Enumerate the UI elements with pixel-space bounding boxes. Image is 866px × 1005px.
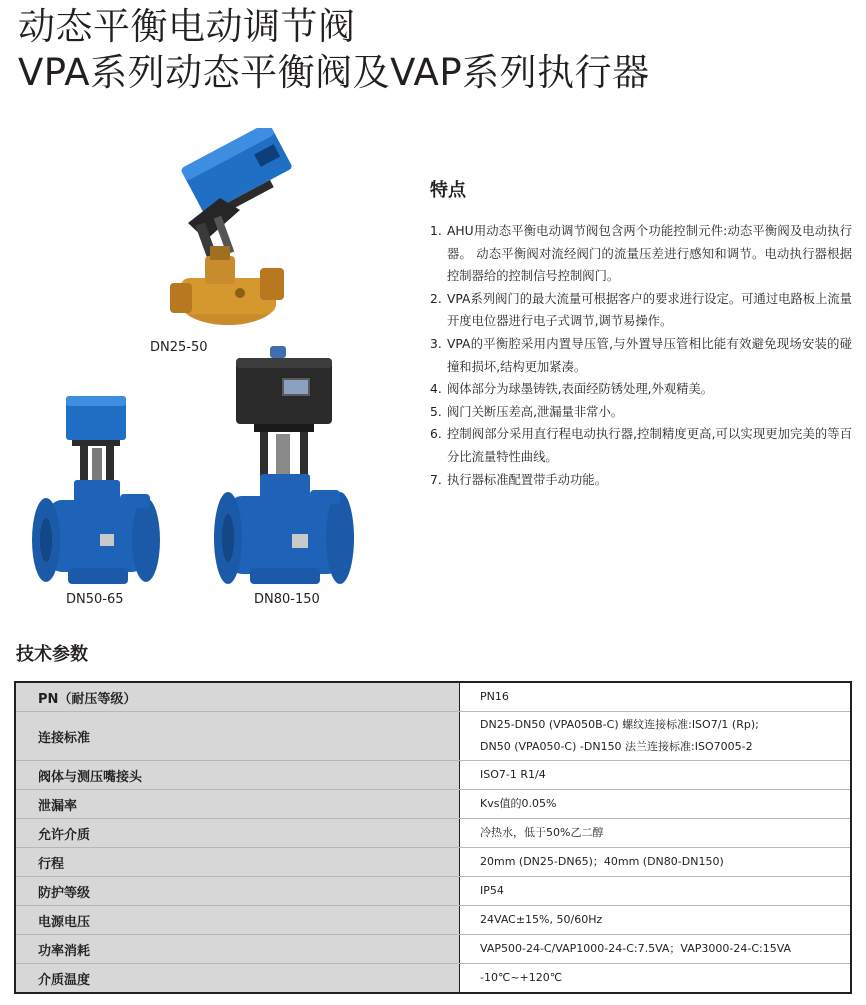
spec-key: 功率消耗 [15, 935, 460, 964]
spec-table [14, 681, 852, 994]
valve-dn50-65-image [28, 392, 166, 592]
spec-value: 24VAC±15%, 50/60Hz [460, 906, 852, 935]
spec-key: 电源电压 [15, 906, 460, 935]
table-row [15, 848, 851, 877]
feature-item: 2. VPA系列阀门的最大流量可根据客户的要求进行设定。可通过电路板上流量开度电位器进行电子式调节,调节易操作。 [430, 291, 852, 329]
table-row [15, 761, 851, 790]
table-row [15, 790, 851, 819]
table-row [15, 906, 851, 935]
spec-key: 防护等级 [15, 877, 460, 906]
feature-item: 4. 阀体部分为球墨铸铁,表面经防锈处理,外观精美。 [430, 382, 714, 397]
feature-item: 3. VPA的平衡腔采用内置导压管,与外置导压管相比能有效避免现场安装的碰撞和损坏,结构更加紧凑。 [430, 336, 852, 374]
page-title [18, 4, 650, 96]
spec-value: Kvs值的0.05% [460, 790, 852, 819]
spec-key: PN（耐压等级） [15, 682, 460, 712]
features-heading: 特点 [430, 180, 466, 201]
table-row [15, 682, 851, 712]
table-row [15, 964, 851, 994]
spec-value: ISO7-1 R1/4 [460, 761, 852, 790]
spec-key: 泄漏率 [15, 790, 460, 819]
spec-value: VAP500-24-C/VAP1000-24-C:7.5VA；VAP3000-24-C:15VA [460, 935, 852, 964]
specs-heading: 技术参数 [16, 644, 88, 665]
spec-key: 允许介质 [15, 819, 460, 848]
spec-value: DN25-DN50 (VPA050B-C) 螺纹连接标准:ISO7/1 (Rp); DN50 (VPA050-C) -DN150 法兰连接标准:ISO7005-2 [460, 712, 852, 761]
spec-value: IP54 [460, 877, 852, 906]
valve-dn80-150-image [214, 346, 354, 586]
caption-dn50-65: DN50-65 [66, 592, 124, 607]
caption-dn80-150: DN80-150 [254, 592, 320, 607]
table-row [15, 712, 851, 761]
valve-dn25-50-image [110, 128, 310, 338]
spec-value: 冷热水，低于50%乙二醇 [460, 819, 852, 848]
table-row [15, 819, 851, 848]
table-row [15, 877, 851, 906]
spec-key: 行程 [15, 848, 460, 877]
feature-item: 7. 执行器标准配置带手动功能。 [430, 472, 607, 487]
spec-value: -10℃~+120℃ [460, 964, 852, 994]
feature-item: 5. 阀门关断压差高,泄漏量非常小。 [430, 404, 624, 419]
feature-item: 6. 控制阀部分采用直行程电动执行器,控制精度更高,可以实现更加完美的等百分比流量特性曲线。 [430, 427, 852, 464]
spec-key: 介质温度 [15, 964, 460, 994]
features-list [430, 220, 852, 491]
spec-key: 阀体与测压嘴接头 [15, 761, 460, 790]
caption-dn25-50: DN25-50 [150, 340, 208, 355]
spec-value: 20mm (DN25-DN65)；40mm (DN80-DN150) [460, 848, 852, 877]
spec-key: 连接标准 [15, 712, 460, 761]
title-line-1: 动态平衡电动调节阀 [18, 5, 356, 48]
title-line-2: VPA系列动态平衡阀及VAP系列执行器 [18, 51, 650, 94]
table-row [15, 935, 851, 964]
feature-item: 1. AHU用动态平衡电动调节阀包含两个功能控制元件:动态平衡阀及电动执行器。 动态平衡阀对流经阀门的流量压差进行感知和调节。电动执行器根据控制器给的控制信号控制阀门。 [430, 224, 852, 284]
spec-value: PN16 [460, 682, 852, 712]
